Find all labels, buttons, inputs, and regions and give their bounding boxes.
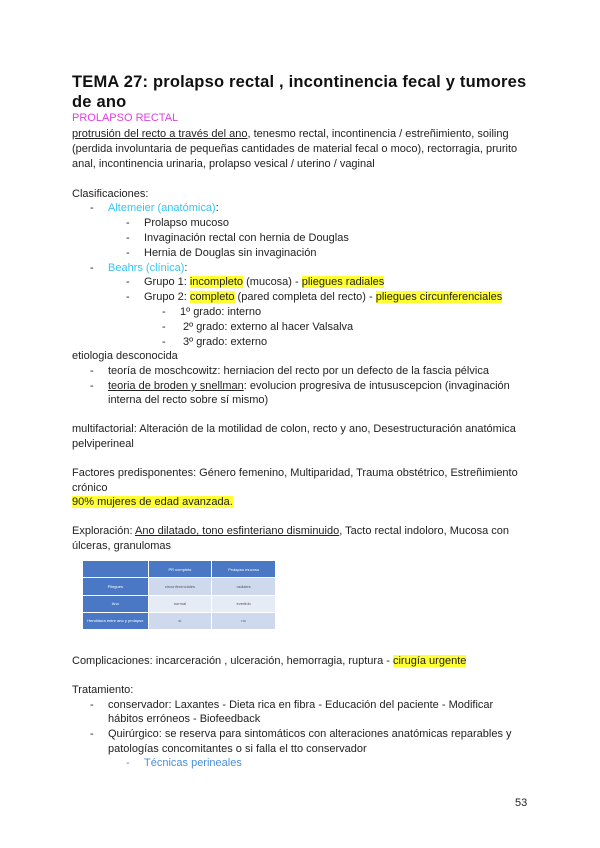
etiologia-item-1: teoría de moschcowitz: herniacion del recto por un defecto de la fascia pélvica [108, 365, 489, 377]
table-row-header: Hendidura entre ano y prolapso [83, 612, 149, 629]
table-row [83, 612, 276, 629]
altemeier-item: Invaginación rectal con hernia de Douglas [144, 232, 349, 244]
intro-line-2: (perdida involuntaria de pequeñas cantidades de material fecal o moco), rectorragia, prurito [72, 143, 518, 155]
table-header-cell: PR completo [148, 561, 212, 578]
factores-line-2: crónico [72, 482, 108, 494]
tratamiento-label: Tratamiento: [72, 684, 134, 696]
bullet-dash: - [126, 276, 130, 288]
altemeier-item: Prolapso mucoso [144, 217, 229, 229]
table-row-header: Ano [83, 595, 149, 612]
altemeier-label: Altemeier (anatómica) [108, 202, 216, 214]
intro-line-1 [72, 127, 509, 142]
altemeier-colon: : [215, 202, 219, 214]
bullet-dash: - [90, 380, 94, 392]
etiologia-item-2 [108, 379, 510, 394]
bullet-dash: - [90, 262, 94, 274]
bullet-dash: - [126, 232, 130, 244]
factores-highlight-line [72, 495, 233, 510]
bullet-dash: - [126, 217, 130, 229]
table-header-row [83, 561, 276, 578]
beahrs-line [108, 261, 187, 276]
table-cell: radiales [212, 578, 276, 595]
table-row-header: Pliegues [83, 578, 149, 595]
exploracion-rest: , Tacto rectal indoloro, Mucosa con [339, 525, 510, 537]
complicaciones-highlight: cirugía urgente [392, 655, 467, 667]
factores-highlight: 90% mujeres de edad avanzada. [72, 496, 233, 508]
comparison-table [82, 560, 276, 630]
exploracion-line-1 [72, 524, 509, 539]
grupo-2-line [144, 290, 502, 305]
exploracion-underlined: Ano dilatado, tono esfinteriano disminuido [134, 525, 340, 537]
intro-line-3: anal, incontinencia urinaria, prolapso vesical / uterino / vaginal [72, 158, 375, 170]
altemeier-line [108, 201, 219, 216]
table-cell: sí [148, 612, 212, 629]
table-cell: circunferenciales [148, 578, 212, 595]
grupo-2-highlight-2: pliegues circunferenciales [375, 291, 503, 303]
grado-item: 3º grado: externo [183, 336, 268, 348]
table-cell: no [212, 612, 276, 629]
etiologia-item-2-rest: : evolucion progresiva de intususcepcion (invaginación [243, 380, 510, 392]
table-header-cell [83, 561, 149, 578]
page-title: TEMA 27: prolapso rectal , incontinencia fecal y tumores de ano [72, 73, 527, 111]
grupo-1-mid: (mucosa) - [243, 276, 302, 288]
grupo-1-line [144, 275, 384, 290]
tratamiento-item-1-line-2: hábitos erróneos - Biofeedback [108, 713, 261, 725]
table-cell: evertido [212, 595, 276, 612]
etiologia-item-2-underlined: teoria de broden y snellman [108, 380, 244, 392]
grado-item: 1º grado: interno [180, 306, 262, 318]
grupo-1-highlight-2: pliegues radiales [301, 276, 385, 288]
table-header-cell: Prolapso mucoso [212, 561, 276, 578]
multifactorial-line-2: pelviperineal [72, 438, 134, 450]
bullet-dash: - [162, 306, 166, 318]
exploracion-label: Exploración: [72, 525, 135, 537]
bullet-dash: - [126, 291, 130, 303]
grupo-2-highlight: completo [189, 291, 235, 303]
bullet-dash: - [90, 202, 94, 214]
complicaciones-line [72, 654, 466, 669]
clasificaciones-label: Clasificaciones: [72, 188, 149, 200]
section-heading: PROLAPSO RECTAL [72, 112, 179, 124]
bullet-dash: - [90, 728, 94, 740]
bullet-dash: - [90, 699, 94, 711]
table-row [83, 578, 276, 595]
intro-rest: , tenesmo rectal, incontinencia / estreñimiento, soiling [247, 128, 509, 140]
exploracion-line-2: úlceras, granulomas [72, 540, 172, 552]
intro-underlined: protrusión del recto a través del ano [72, 128, 248, 140]
tratamiento-item-2: Quirúrgico: se reserva para sintomáticos con alteraciones anatómicas reparables y [108, 728, 512, 740]
grupo-2-label: Grupo 2: [144, 291, 190, 303]
complicaciones-text: Complicaciones: incarceración , ulceración, hemorragia, ruptura - [72, 655, 393, 667]
grupo-1-label: Grupo 1: [144, 276, 190, 288]
beahrs-label: Beahrs (clínica) [108, 262, 185, 274]
tratamiento-item-2-line-2: patologías concomitantes o si falla el tto conservador [108, 743, 367, 755]
grupo-1-highlight: incompleto [189, 276, 244, 288]
etiologia-label: etiologia desconocida [72, 350, 178, 362]
grado-item: 2º grado: externo al hacer Valsalva [183, 321, 354, 333]
factores-line-1: Factores predisponentes: Género femenino, Multiparidad, Trauma obstétrico, Estreñimiento [72, 467, 518, 479]
page-number: 53 [515, 797, 528, 809]
bullet-dash: - [126, 247, 130, 259]
altemeier-item: Hernia de Douglas sin invaginación [144, 247, 317, 259]
bullet-dash: - [90, 365, 94, 377]
etiologia-item-2-line-2: interna del recto sobre sí mismo) [108, 394, 269, 406]
tecnicas-perineales: Técnicas perineales [144, 757, 242, 769]
bullet-dash: - [126, 757, 130, 769]
bullet-dash: - [162, 321, 166, 333]
bullet-dash: - [162, 336, 166, 348]
beahrs-colon: : [184, 262, 188, 274]
grupo-2-mid: (pared completa del recto) - [234, 291, 376, 303]
table-row [83, 595, 276, 612]
tratamiento-item-1: conservador: Laxantes - Dieta rica en fibra - Educación del paciente - Modificar [108, 699, 494, 711]
table-cell: normal [148, 595, 212, 612]
multifactorial-line-1: multifactorial: Alteración de la motilidad de colon, recto y ano, Desestructuración anatómica [72, 423, 516, 435]
